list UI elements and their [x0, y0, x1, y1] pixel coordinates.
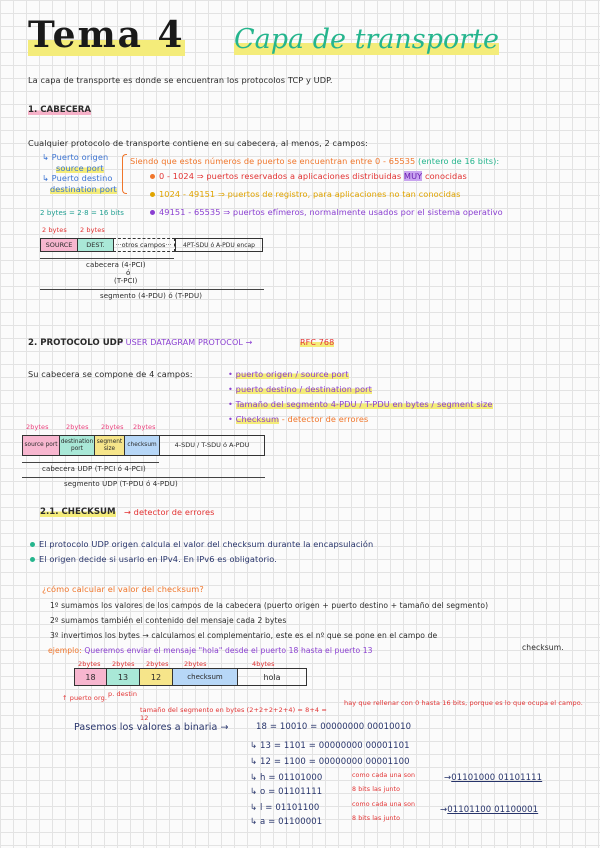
bin-row-18: 18 = 10010 = 00000000 00010010 [256, 722, 412, 732]
checksum-p2: El origen decide si usarlo en IPv4. En IPv6 es obligatorio. [30, 554, 277, 564]
dest-port-label: destination port [50, 184, 117, 194]
pasemos: Pasemos los valores a binaria → [74, 722, 229, 733]
udp-seg-label: segmento UDP (T-PDU ó 4-PDU) [64, 480, 178, 488]
segmento-label: segmento (4-PDU) ó (T-PDU) [100, 292, 203, 300]
udp-cab-line [22, 462, 159, 463]
checksum-step-2: 2º sumamos también el contenido del mensaje cada 2 bytes [50, 616, 287, 625]
udp-box-dest: destination port [59, 435, 95, 456]
ex-bytes-2: 2bytes [112, 660, 135, 668]
section-1-heading: 1. CABECERA [28, 105, 92, 115]
udp-bytes-4: 2bytes [133, 423, 156, 431]
header-field-data: 4PT-SDU ó A-PDU encap [175, 238, 263, 252]
header-field-source: SOURCE [40, 238, 78, 252]
checksum-step-3b: checksum. [522, 643, 564, 652]
checksum-step-3: 3º invertimos los bytes → calculamos el complementario, este es el nº que se pone en el campo de [50, 631, 438, 640]
rfc-label: RFC 768 [300, 338, 335, 347]
page-title: Tema 4 [28, 14, 185, 56]
udp-field-4: • Checksum - detector de errores [228, 414, 369, 424]
udp-lead: Su cabecera se compone de 4 campos: [28, 369, 193, 379]
bytes-small-1: 2 bytes [42, 226, 67, 234]
checksum-step-1: 1º sumamos los valores de los campos de la cabecera (puerto origen + puerto destino + tamaño del segmento) [50, 601, 489, 610]
page-subtitle: Capa de transporte [234, 24, 499, 55]
range-ephemeral: 49151 - 65535 ⇒ puertos efímeros, normalmente usados por el sistema operativo [150, 207, 503, 217]
header-field-other: ··· otros campos ··· [113, 238, 175, 252]
example-line: ejemplo: Queremos enviar el mensaje "hola" desde el puerto 18 hasta el puerto 13 [48, 646, 373, 655]
udp-bytes-2: 2bytes [66, 423, 89, 431]
udp-seg-line [22, 477, 265, 478]
cabecera-label: cabecera (4-PCI) [86, 261, 146, 269]
join-note-2b: 8 bits las junto [352, 815, 401, 822]
ex-box-12: 12 [139, 668, 173, 686]
bin-row-13: ↳ 13 = 1101 = 00000000 00001101 [250, 741, 410, 751]
udp-box-source: source port [22, 435, 60, 456]
segmento-line [40, 289, 264, 290]
cabecera-line [40, 258, 174, 259]
udp-field-2: • puerto destino / destination port [228, 384, 372, 394]
bin-row-o: ↳ o = 01101111 [250, 787, 323, 797]
section-2-heading: 2. PROTOCOLO UDP [28, 338, 124, 348]
udp-box-checksum: checksum [124, 435, 160, 456]
udp-box-size: segment size [94, 435, 125, 456]
bytes-small-2: 2 bytes [80, 226, 105, 234]
range-registered: 1024 - 49151 ⇒ puertos de registro, para aplicaciones no tan conocidas [150, 189, 461, 199]
bin-row-l: ↳ l = 01101100 [250, 803, 320, 813]
join-note-1b: 8 bits las junto [352, 786, 401, 793]
source-port-label: source port [56, 163, 104, 173]
checksum-question: ¿cómo calcular el valor del checksum? [42, 584, 204, 594]
udp-field-3: • Tamaño del segmento 4-PDU / T-PDU en bytes / segment size [228, 399, 493, 409]
joined-ho: →01101000 01101111 [444, 773, 543, 783]
lbl-origin: ↑ puerto org. [62, 694, 108, 702]
bin-row-h: ↳ h = 01101000 [250, 773, 323, 783]
join-note-2: como cada una son [352, 801, 416, 808]
ex-bytes-3: 2bytes [146, 660, 169, 668]
bin-row-12: ↳ 12 = 1100 = 00000000 00001100 [250, 757, 410, 767]
section-21-heading: 2.1. CHECKSUM [40, 507, 116, 517]
bytes-calc: 2 bytes = 2·8 = 16 bits [40, 209, 124, 217]
lbl-dest: p. destin [108, 690, 138, 698]
udp-cab-label: cabecera UDP (T-PCI ó 4-PCI) [42, 465, 146, 473]
port-range-note: Siendo que estos números de puerto se encuentran entre 0 - 65535 (entero de 16 bits): [130, 156, 500, 166]
udp-bytes-1: 2bytes [26, 423, 49, 431]
range-reserved: 0 - 1024 ⇒ puertos reservados a aplicaciones distribuidas MUY conocidas [150, 171, 467, 181]
port-dest-label: ↳ Puerto destino [42, 173, 113, 183]
bin-row-a: ↳ a = 01100001 [250, 817, 323, 827]
checksum-p1: El protocolo UDP origen calcula el valor del checksum durante la encapsulación [30, 539, 373, 549]
port-brace [122, 154, 127, 194]
udp-bytes-3: 2bytes [101, 423, 124, 431]
ex-box-hola: hola [237, 668, 307, 686]
lbl-size: tamaño del segmento en bytes (2+2+2+2+4) = 8+4 = 12 [140, 706, 327, 722]
port-origin-label: ↳ Puerto origen [42, 152, 109, 162]
s1-lead: Cualquier protocolo de transporte contiene en su cabecera, al menos, 2 campos: [28, 138, 368, 148]
header-field-dest: DEST. [77, 238, 114, 252]
udp-field-1: • puerto origen / source port [228, 369, 349, 379]
joined-la: →01101100 01100001 [440, 805, 539, 815]
ex-box-checksum: checksum [172, 668, 238, 686]
note-fill: hay que rellenar con 0 hasta 16 bits, porque es lo que ocupa el campo. [344, 699, 583, 707]
intro-text: La capa de transporte es donde se encuentran los protocolos TCP y UDP. [28, 75, 333, 85]
udp-box-data: 4-SDU / T-SDU ó A-PDU [159, 435, 265, 456]
udp-expansion: - USER DATAGRAM PROTOCOL → [120, 338, 253, 347]
cabecera-label-2: (T-PCI) [114, 277, 138, 285]
ex-bytes-1: 2bytes [78, 660, 101, 668]
ex-box-13: 13 [106, 668, 140, 686]
join-note-1: como cada una son [352, 772, 416, 779]
checksum-arrow: → detector de errores [124, 507, 215, 517]
ex-bytes-4: 2bytes [184, 660, 207, 668]
ex-box-18: 18 [74, 668, 107, 686]
ex-bytes-5: 4bytes [252, 660, 275, 668]
